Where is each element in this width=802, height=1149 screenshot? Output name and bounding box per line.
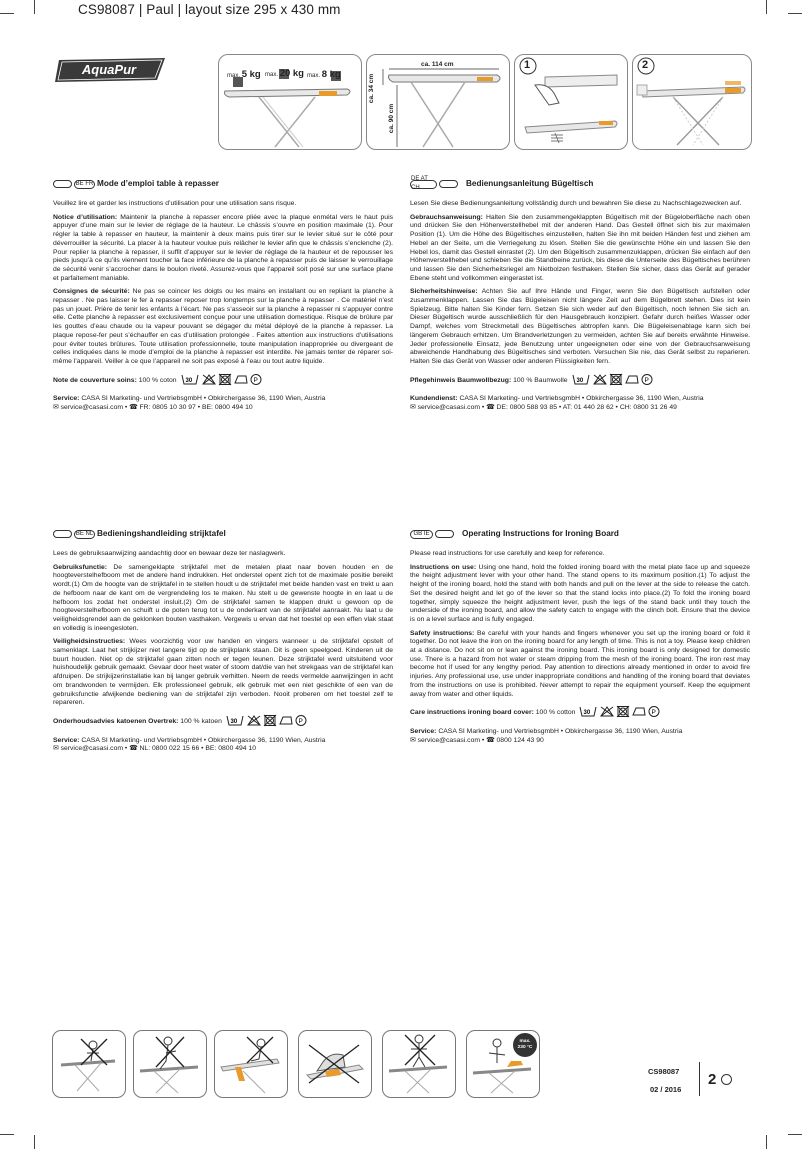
blank-flag-oval bbox=[53, 180, 72, 188]
section-en bbox=[410, 528, 750, 750]
professional-clean-letter: P bbox=[651, 709, 657, 717]
wash-temp-value: 30 bbox=[576, 377, 583, 384]
safety-paragraph: Sicherheitshinweise: Achten Sie auf Ihre Hände und Finger, wenn Sie den Bügeltisch aufstellen oder zusammenklappen. Lassen Sie das Bügeleisen nicht längere Zeit auf dem Bügelbrett stehen. Dies ist kein Spielzeug. Bitte halten Sie Kinder fern. Setzen Sie sich weder auf den Bügeltisch, noch lehnen Sie sich an. Dieser Bügeltisch wurde ausschließlich für den Hausgebrauch konzipiert. Gefahr durch heißes Wasser oder Dampf, welches vom Streckmetall des Bügeltisches abtropfen kann. Die Bügeleisenablage kann sich bei längerem Gebrauch erhitzen. Um Brandverletzungen zu vermeiden, achten Sie auf bereits erwähnte Hinweise. Jeder professionelle Einsatz, jede Benutzung unter ungeeigneten oder eine von der Gebrauchsanweisung abweichende Handhabung des Bügeltisches sind verboten. Versuchen Sie nie, das Gerät selbst zu reparieren. Halten Sie das Gerät von Wasser oder anderen Flüssigkeiten fern. bbox=[410, 288, 750, 365]
step-number-1: 1 bbox=[524, 59, 531, 71]
care-row: Care instructions ironing board cover: 100 % cotton 30 P bbox=[410, 705, 750, 722]
load-label-1: max. 5 kg bbox=[227, 69, 261, 80]
temp-badge-value: 230 °C bbox=[517, 1044, 533, 1050]
crop-mark bbox=[788, 13, 802, 14]
page-marker-circle bbox=[721, 1074, 732, 1085]
wash-temp-value: 30 bbox=[230, 718, 238, 725]
usage-paragraph: Instructions on use: Using one hand, hold the folded ironing board with the metal plate face up and squeeze the height adjustment lever with your other hand. The stand opens to its maximum position.(1) To adjust the height of the ironing board, hold the stand with both hands and pull on the lever at the side to release the catch. Set the desired height and let go of the lever so that the stand locks into place.(2) To fold the ironing board together, simply squeeze the height adjustment lever, push the legs of the stand back until they touch the underside of the ironing board, and allow the safety catch to engage with the clinch bolt. Ensure that the device is on a level surface and is fully engaged. bbox=[410, 563, 751, 623]
section-title: Mode d’emploi table à repasser bbox=[97, 178, 219, 188]
blank-flag-oval bbox=[435, 530, 454, 538]
load-label-2: max. 20 kg bbox=[265, 68, 304, 79]
care-row: Onderhoudsadvies katoenen Overtrek: 100 % katoen 30 P bbox=[53, 714, 393, 731]
care-symbols bbox=[572, 373, 654, 390]
load-capacity-panel bbox=[218, 54, 362, 150]
blank-flag-oval bbox=[53, 530, 72, 538]
blank-flag-oval bbox=[439, 180, 458, 188]
care-row: Pflegehinweis Baumwollbezug: 100 % Baumwolle 30 P bbox=[410, 373, 750, 390]
dimension-width: ca. 114 cm bbox=[421, 61, 454, 68]
contact-line: ✉ service@casasi.com • ☎ FR: 0805 10 30 97 • BE: 0800 494 10 bbox=[53, 404, 253, 412]
care-symbols bbox=[226, 714, 308, 731]
contact-line: ✉ service@casasi.com • ☎ DE: 0800 588 93 85 • AT: 01 440 28 62 • CH: 0800 31 26 49 bbox=[410, 404, 677, 412]
unfold-illustration bbox=[515, 55, 627, 149]
care-row: Note de couverture soins: 100 % coton 30 P bbox=[53, 373, 393, 390]
professional-clean-letter: P bbox=[298, 717, 303, 725]
language-badge: DE AT CH bbox=[410, 180, 437, 189]
warning-hot-iron bbox=[298, 1030, 372, 1098]
footer-date: 02 / 2016 bbox=[650, 1085, 682, 1094]
contact-line: ✉ service@casasi.com • ☎ 0800 124 43 90 bbox=[410, 736, 544, 744]
section-nl bbox=[53, 528, 393, 759]
safety-paragraph: Veiligheidsinstructies: Wees voorzichtig voor uw handen en vingers wanneer u de strijktafel opstelt of samenklapt. Laat het strijkijzer niet langere tijd op de strijkplank staan. Dit is geen speelgoed. Kinderen uit de buurt houden. Niet op de strijktafel gaan zitten noch er tegen leunen. Deze strijktafel werd uitsluitend voor huishoudelijk gebruik gemaakt. Gevaar door heet water of stoom dat/die van het strekgaas van de strijktafel kan afdruipen. De strijkijzerinstallatie kan bij langer gebruik verhitten. Neem de reeds vermelde aanwijzingen in acht om brandwonden te vermijden. Elk professioneel gebruik, elk gebruik met een niet geschikte of een van de gebruiksfunctie afwijkende bediening van de strijktafel zijn verboden. Nooit proberen om het toestel zelf te repareren. bbox=[53, 638, 393, 707]
section-intro: Please read instructions for use carefully and keep for reference. bbox=[410, 550, 605, 557]
usage-paragraph: Gebruiksfunctie: De samengeklapte strijktafel met de metalen plaat naar boven houden en de hoogteverstelhefboom met de andere hand indrukken. Het onderstel opent zich tot de maximale positie bereikt wordt.(1) Om de hoogte van de strijktafel in te stellen houdt u de strijktafel met beide handen vast en trekt u aan de hefboom naar de kant om de vergrendeling los te maken. Nu stelt u de gewenste hoogte in en laat u de hefboom los zodat het onderstel insluit.(2) Om de strijktafel samen te klappen drukt u gewoon op de hoogteverstelhefboom en schuift u de poten terug tot u de onderkant van de strijktafel aanraakt. Nu laat u de veiligheidsgrendel aan de geklonken bouten vasthaken. Vergewis u ervan dat het toestel op een effen vlak staat en volledig is ineengesloten. bbox=[53, 563, 393, 632]
height-adjust-illustration bbox=[633, 55, 751, 149]
mail-icon: ✉ bbox=[410, 736, 418, 744]
page-number: 2 bbox=[708, 1071, 717, 1088]
section-title: Bedienungsanleitung Bügeltisch bbox=[466, 178, 594, 188]
section-title: Bedieningshandleiding strijktafel bbox=[97, 528, 226, 538]
crop-mark bbox=[766, 0, 767, 14]
crop-mark bbox=[34, 0, 35, 14]
service-paragraph: Kundendienst: CASA SI Marketing- und VertriebsgmbH • Obkirchergasse 36, 1190 Wien, Austria bbox=[410, 395, 704, 403]
footer-divider bbox=[699, 1062, 700, 1096]
job-header: CS98087 | Paul | layout size 295 x 430 mm bbox=[78, 2, 341, 17]
usage-paragraph: Notice d’utilisation: Maintenir la planche à repasser encore pliée avec la plaque enmétal vers le haut puis appuyer d’une main sur le levier de réglage de la hauteur. Le châssis s’ouvre en position maximale (1). Pour régler la table à repasser en hauteur, la maintenir à deux mains puis tirer sur le levier situé sur le côté pour déverrouiller la sécurité. La placer à la hauteur voulue puis relâcher le levier afin que le châssis s’enclenche (2). Pour replier la planche à repasser, il suffit d’appuyer sur le levier de réglage de la hauteur et de repousser les pieds jusqu’à ce qu’ils viennent toucher la face inférieure de la planche à repasser puis de laisser le verrouillage de sécurité venir s’accrocher dans le boulon riveté. Assurez-vous que l’appareil soit posé sur une surface plane et parfaitement maniable. bbox=[53, 213, 393, 282]
language-badge: GB IE bbox=[410, 530, 433, 539]
service-paragraph: Service: CASA SI Marketing- und VertriebsgmbH • Obkirchergasse 36, 1190 Wien, Austria bbox=[53, 736, 326, 744]
section-intro: Veuillez lire et garder les instructions d’utilisation pour une utilisation sans risque. bbox=[53, 200, 297, 207]
care-symbols bbox=[579, 705, 661, 722]
crop-mark bbox=[34, 1135, 35, 1149]
language-badge: BE FR bbox=[75, 180, 94, 187]
professional-clean-letter: P bbox=[644, 376, 649, 384]
temp-badge-label: max. bbox=[519, 1039, 531, 1044]
dimension-height: ca. 90 cm bbox=[388, 103, 396, 134]
usage-paragraph: Gebrauchsanweisung: Halten Sie den zusammengeklappten Bügeltisch mit der Bügeloberfläche nach oben und drücken Sie den Höhenverstellhebel mit der anderen Hand. Das Gestell öffnet sich bis zur maximalen Position (1). Um die Höhe des Bügeltisches einzustellen, halten Sie ihn mit beiden Händen fest und ziehen am Hebel an der Seite, um die Verriegelung zu lösen. Stellen Sie die gewünschte Höhe ein und lassen Sie den Hebel los, damit das Gestell einrastet (2). Um den Bügeltisch zusammenzuklappen, drücken Sie einfach auf den Höhenverstellhebel und schieben Sie die Standbeine zurück, bis diese die Unterseite des Bügeltisches berühren und lassen Sie den Sicherheitsriegel am Nietbolzen festhaken. Stellen Sie sicher, dass das Gerät auf gerader Ebene steht und vollkommen eingerastet ist. bbox=[410, 213, 750, 282]
wash-temp-value: 30 bbox=[583, 710, 591, 717]
professional-clean-letter: P bbox=[253, 376, 258, 384]
warning-max-temperature bbox=[466, 1030, 540, 1098]
section-de-title-row bbox=[410, 178, 750, 190]
brand-logo bbox=[53, 56, 171, 84]
safety-paragraph: Consignes de sécurité: Ne pas se coincer les doigts ou les mains en installant ou en repliant la planche à repasser . Ne pas laisser le fer à repasser reposer trop longtemps sur la planche à repasser . Ce matériel n’est pas un jouet. Prière de tenir les enfants à l’écart. Ne pas s’asseoir sur la planche à repasser ni s’appuyer contre elle. Cette planche à repasser est exclusivement conçue pour une utilisation domestique. Risque de brûlure par les gouttes d’eau chaude ou la vapeur pouvant se dégager du métal déployé de la planche à repasser. La plaque repose-fer peut s’échauffer en cas d’utilisation prolongée . Faites attention aux instructions d’utilisations pour éviter toutes brûlures. Toute utilisation professionnelle, toute manipulation inappropriée ou divergeant de celles indiquées dans le mode d’emploi de la planche à repasser est interdite. Ne jamais tenter de réparer soi-même l’appareil. Veiller à ce que l’appareil ne soit pas exposé à l’eau ou tout autre liquide. bbox=[53, 288, 393, 365]
service-paragraph: Service: CASA SI Marketing- und VertriebsgmbH • Obkirchergasse 36, 1190 Wien, Austria bbox=[410, 727, 683, 735]
crop-mark bbox=[0, 1134, 14, 1135]
section-title: Operating Instructions for Ironing Board bbox=[462, 528, 619, 538]
language-badge: BE NL bbox=[75, 530, 94, 537]
section-intro: Lees de gebruiksaanwijzing aandachtig door en bewaar deze ter naslagwerk. bbox=[53, 550, 286, 557]
step-number-2: 2 bbox=[642, 59, 649, 71]
crop-mark bbox=[766, 1135, 767, 1149]
step-2-panel bbox=[632, 54, 752, 150]
safety-paragraph: Safety instructions: Be careful with your hands and fingers whenever you set up the ironing board or fold it together. Do not leave the iron on the ironing board for any length of time. This is not a toy. Please keep children at a distance. Do not sit on or lean against the ironing board. This ironing board is only designed for domestic use. There is a hazard from hot water or steam dripping from the mesh of the ironing board. The iron rest may become hot if used for any lengthy period. Pay attention to directions already mentioned in order to avoid fire injuries. Any professional use, use under inappropriate conditions and handling of the ironing board that deviates from the instructions on use is prohibited. Never attempt to repair the equipment yourself. Keep the equipment away from water and other liquids. bbox=[410, 629, 750, 698]
dimension-depth: ca. 34 cm bbox=[368, 73, 376, 104]
wash-temp-value: 30 bbox=[185, 377, 192, 384]
service-paragraph: Service: CASA SI Marketing- und VertriebsgmbH • Obkirchergasse 36, 1190 Wien, Austria bbox=[53, 395, 326, 403]
section-intro: Lesen Sie diese Bedienungsanleitung vollständig durch und bewahren Sie diese zu Nachschlagezwecken auf. bbox=[410, 200, 742, 207]
mail-icon: ✉ bbox=[53, 745, 61, 753]
temp-badge bbox=[513, 1033, 537, 1057]
section-de bbox=[410, 178, 750, 418]
step-1-panel bbox=[514, 54, 628, 150]
dimensions-illustration bbox=[367, 55, 509, 149]
mail-icon: ✉ bbox=[53, 404, 61, 412]
load-label-3: max. 8 kg bbox=[307, 69, 341, 80]
care-symbols bbox=[181, 373, 263, 390]
crop-mark bbox=[788, 1134, 802, 1135]
contact-line: ✉ service@casasi.com • ☎ NL: 0800 022 15 66 • BE: 0800 494 10 bbox=[53, 745, 257, 753]
crop-mark bbox=[0, 13, 14, 14]
mail-icon: ✉ bbox=[410, 404, 418, 412]
section-fr-title-row bbox=[53, 178, 393, 190]
warning-no-leaning bbox=[214, 1030, 288, 1098]
dimensions-panel bbox=[366, 54, 510, 150]
warning-no-sitting bbox=[133, 1030, 207, 1098]
brand-logo-text: AquaPur bbox=[81, 62, 137, 77]
section-en-title-row bbox=[410, 528, 750, 540]
warning-no-children bbox=[52, 1030, 126, 1098]
section-nl-title-row bbox=[53, 528, 393, 540]
warning-no-climbing bbox=[382, 1030, 456, 1098]
footer-product-code: CS98087 bbox=[648, 1067, 680, 1076]
section-fr bbox=[53, 178, 393, 418]
